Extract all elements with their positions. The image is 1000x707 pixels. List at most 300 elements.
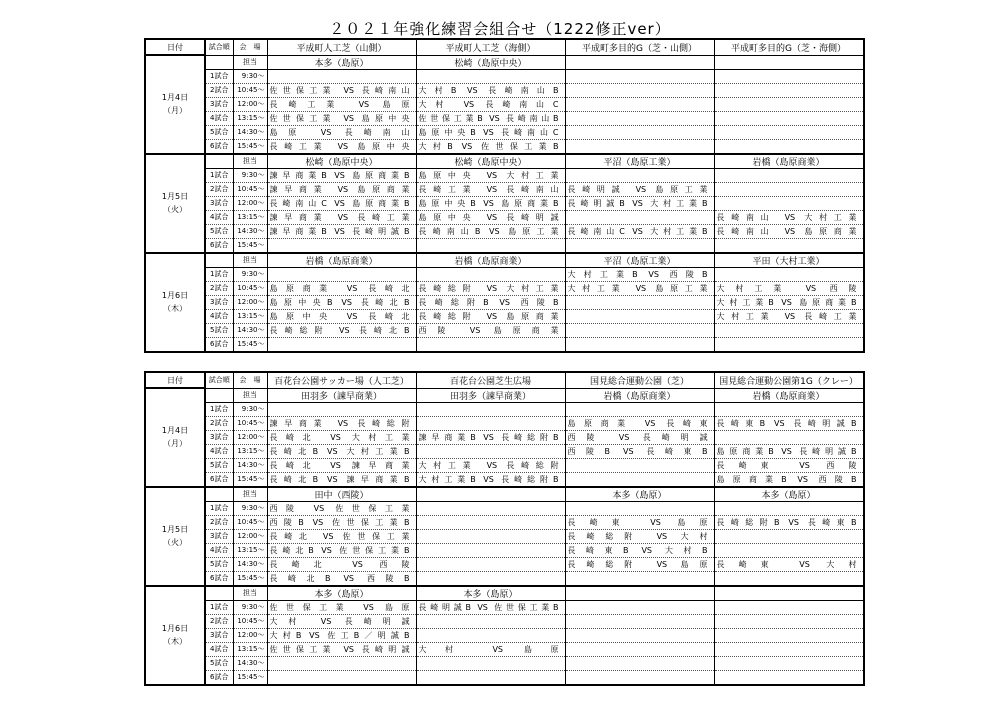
match-cell xyxy=(267,83,416,97)
match-cell xyxy=(416,111,565,125)
match-cell xyxy=(416,543,565,557)
game-number: 2試合 xyxy=(205,281,233,295)
match-text: 大村B VS 佐工B／明誠B xyxy=(269,630,410,640)
game-number: 4試合 xyxy=(205,111,233,125)
game-time: 10:45～ xyxy=(233,416,267,430)
venue-name: 百花台公園芝生広場 xyxy=(416,372,565,388)
match-cell xyxy=(267,168,416,182)
match-cell xyxy=(416,337,565,352)
game-number: 3試合 xyxy=(205,430,233,444)
match-text: 島原中央B VS 島原商業B xyxy=(418,198,559,208)
schedule-table-1 xyxy=(144,38,865,353)
game-time: 14:30～ xyxy=(233,557,267,571)
referee-label: 担当 xyxy=(233,487,267,502)
game-row xyxy=(145,656,864,670)
game-number: 6試合 xyxy=(205,670,233,685)
game-row xyxy=(145,309,864,323)
game-number: 4試合 xyxy=(205,444,233,458)
match-text: 長崎総附 VS 大村 xyxy=(567,531,708,541)
match-text: 西陵B VS 長崎東B xyxy=(567,446,708,456)
match-cell xyxy=(267,416,416,430)
date-cell xyxy=(145,586,205,685)
referee-name: 岩橋（島原商業） xyxy=(714,154,864,169)
game-time: 15:45～ xyxy=(233,238,267,253)
referee-label: 担当 xyxy=(233,586,267,601)
match-cell xyxy=(416,139,565,154)
match-cell xyxy=(565,337,714,352)
game-number: 4試合 xyxy=(205,210,233,224)
match-cell xyxy=(565,458,714,472)
match-cell xyxy=(267,600,416,614)
match-cell xyxy=(565,69,714,83)
game-row xyxy=(145,281,864,295)
date-label: 1月5日 xyxy=(161,192,189,201)
game-number: 5試合 xyxy=(205,323,233,337)
match-cell xyxy=(714,670,864,685)
match-text: 佐世保工業 VS 島原 xyxy=(269,602,410,612)
venue-name: 平成町多目的G（芝・海側） xyxy=(714,39,864,55)
game-time: 15:45～ xyxy=(233,571,267,586)
match-cell xyxy=(267,182,416,196)
match-cell xyxy=(565,323,714,337)
match-cell xyxy=(714,402,864,416)
match-cell xyxy=(565,444,714,458)
game-time: 9:30～ xyxy=(233,600,267,614)
match-text: 長崎東 VS 島原 xyxy=(567,517,708,527)
match-cell xyxy=(714,543,864,557)
game-row xyxy=(145,83,864,97)
match-text: 島原 VS 長崎南山 xyxy=(269,127,410,137)
match-cell xyxy=(565,267,714,281)
match-text: 島原中央B VS 長崎南山C xyxy=(418,127,559,137)
match-cell xyxy=(714,97,864,111)
game-row xyxy=(145,111,864,125)
match-cell xyxy=(714,501,864,515)
match-cell xyxy=(267,444,416,458)
match-cell xyxy=(714,111,864,125)
venue-name: 平成町人工芝（山側） xyxy=(267,39,416,55)
match-cell xyxy=(565,125,714,139)
referee-name: 本多（島原） xyxy=(267,55,416,69)
game-time: 10:45～ xyxy=(233,281,267,295)
game-time: 10:45～ xyxy=(233,83,267,97)
blank-cell xyxy=(205,154,233,169)
game-time: 15:45～ xyxy=(233,472,267,487)
game-row xyxy=(145,168,864,182)
game-row xyxy=(145,557,864,571)
match-text: 大村B VS 佐世保工業B xyxy=(418,141,559,151)
game-row xyxy=(145,543,864,557)
date-label: 1月6日 xyxy=(161,624,189,633)
match-cell xyxy=(565,224,714,238)
game-row xyxy=(145,139,864,154)
match-text: 長崎南山 VS 大村工業 xyxy=(716,212,857,222)
referee-label: 担当 xyxy=(233,55,267,69)
match-cell xyxy=(267,515,416,529)
weekday-label: （火） xyxy=(163,205,187,214)
match-cell xyxy=(565,543,714,557)
match-text: 長崎南山B VS 島原工業 xyxy=(418,226,559,236)
game-number: 3試合 xyxy=(205,295,233,309)
match-text: 大村工業B VS 島原商業B xyxy=(716,297,857,307)
match-cell xyxy=(565,515,714,529)
referee-name xyxy=(714,55,864,69)
referee-name: 松崎（島原中央） xyxy=(416,55,565,69)
match-cell xyxy=(714,267,864,281)
match-cell xyxy=(416,515,565,529)
game-number: 5試合 xyxy=(205,557,233,571)
game-time: 10:45～ xyxy=(233,515,267,529)
match-cell xyxy=(714,224,864,238)
match-cell xyxy=(714,337,864,352)
referee-name: 松崎（島原中央） xyxy=(267,154,416,169)
game-time: 14:30～ xyxy=(233,125,267,139)
game-time: 12:00～ xyxy=(233,628,267,642)
match-text: 大村工業 VS 長崎総附 xyxy=(418,460,559,470)
match-cell xyxy=(714,125,864,139)
match-cell xyxy=(714,69,864,83)
game-row xyxy=(145,238,864,253)
game-time: 14:30～ xyxy=(233,323,267,337)
match-cell xyxy=(416,430,565,444)
match-text: 島原商業B VS 長崎明誠B xyxy=(716,446,857,456)
match-text: 長崎東 VS 西陵 xyxy=(716,460,857,470)
referee-name: 田羽多（諫早商業） xyxy=(416,388,565,402)
match-cell xyxy=(267,295,416,309)
match-text: 長崎北 VS 西陵 xyxy=(269,559,410,569)
game-row xyxy=(145,295,864,309)
match-text: 長崎南山C VS 大村工業B xyxy=(567,226,708,236)
match-cell xyxy=(267,571,416,586)
match-text: 長崎工業 VS 島原 xyxy=(269,99,410,109)
match-cell xyxy=(714,571,864,586)
match-text: 島原中央B VS 長崎北B xyxy=(269,297,410,307)
match-cell xyxy=(714,281,864,295)
match-cell xyxy=(714,168,864,182)
game-number: 1試合 xyxy=(205,69,233,83)
match-cell xyxy=(714,656,864,670)
game-number: 1試合 xyxy=(205,501,233,515)
game-row xyxy=(145,472,864,487)
match-cell xyxy=(416,670,565,685)
date-label: 1月4日 xyxy=(161,426,189,436)
venue-label: 会 場 xyxy=(233,39,267,55)
date-cell xyxy=(145,253,205,352)
match-cell xyxy=(416,557,565,571)
match-text: 諫早商業 VS 長崎総附 xyxy=(269,418,410,428)
game-row xyxy=(145,337,864,352)
game-number: 2試合 xyxy=(205,614,233,628)
game-number: 1試合 xyxy=(205,267,233,281)
game-row xyxy=(145,670,864,685)
referee-name xyxy=(565,55,714,69)
match-text: 長崎北B VS 西陵B xyxy=(269,573,410,583)
game-time: 14:30～ xyxy=(233,656,267,670)
game-number: 4試合 xyxy=(205,543,233,557)
game-time: 12:00～ xyxy=(233,295,267,309)
referee-name: 岩橋（島原商業） xyxy=(565,388,714,402)
match-cell xyxy=(565,472,714,487)
match-text: 長崎北B VS 大村工業B xyxy=(269,446,410,456)
game-time: 13:15～ xyxy=(233,309,267,323)
game-row xyxy=(145,628,864,642)
match-cell xyxy=(267,238,416,253)
game-number: 3試合 xyxy=(205,529,233,543)
match-text: 長崎北B VS 佐世保工業B xyxy=(269,545,410,555)
match-cell xyxy=(416,267,565,281)
match-cell xyxy=(565,238,714,253)
game-row xyxy=(145,529,864,543)
game-number: 5試合 xyxy=(205,458,233,472)
game-time: 10:45～ xyxy=(233,614,267,628)
match-text: 長崎明誠B VS 大村工業B xyxy=(567,198,708,208)
match-cell xyxy=(565,402,714,416)
match-cell xyxy=(565,111,714,125)
referee-label: 担当 xyxy=(233,388,267,402)
match-text: 島原商業B VS 西陵B xyxy=(716,474,857,484)
game-time: 12:00～ xyxy=(233,529,267,543)
game-row xyxy=(145,69,864,83)
match-cell xyxy=(565,182,714,196)
match-text: 長崎総附B VS 西陵B xyxy=(418,297,559,307)
match-text: 長崎工業 VS 長崎南山 xyxy=(418,184,559,194)
weekday-label: （木） xyxy=(163,637,187,646)
game-number: 2試合 xyxy=(205,182,233,196)
match-cell xyxy=(714,614,864,628)
match-cell xyxy=(565,600,714,614)
match-cell xyxy=(565,168,714,182)
referee-name: 岩橋（島原商業） xyxy=(714,388,864,402)
referee-name: 岩橋（島原商業） xyxy=(416,253,565,268)
game-number: 4試合 xyxy=(205,642,233,656)
game-time: 9:30～ xyxy=(233,402,267,416)
date-label: 1月5日 xyxy=(161,525,189,534)
match-cell xyxy=(714,642,864,656)
game-number: 6試合 xyxy=(205,571,233,586)
referee-name: 田中（西陵） xyxy=(267,487,416,502)
match-cell xyxy=(267,614,416,628)
referee-name: 岩橋（島原商業） xyxy=(267,253,416,268)
game-time: 13:15～ xyxy=(233,642,267,656)
match-cell xyxy=(267,543,416,557)
match-text: 島原商業 VS 長崎東 xyxy=(567,418,708,428)
date-header: 日付 xyxy=(145,372,205,388)
match-text: 大村工業 VS 島原工業 xyxy=(567,283,708,293)
game-order-header: 試合順 xyxy=(205,39,233,55)
referee-name xyxy=(416,487,565,502)
game-time: 15:45～ xyxy=(233,337,267,352)
game-number: 1試合 xyxy=(205,600,233,614)
referee-name: 平沼（島原工業） xyxy=(565,154,714,169)
match-cell xyxy=(267,529,416,543)
date-label: 1月4日 xyxy=(161,93,189,103)
game-time: 9:30～ xyxy=(233,501,267,515)
game-row xyxy=(145,642,864,656)
match-cell xyxy=(714,238,864,253)
match-cell xyxy=(267,111,416,125)
game-number: 2試合 xyxy=(205,83,233,97)
match-cell xyxy=(267,501,416,515)
match-cell xyxy=(416,642,565,656)
referee-label: 担当 xyxy=(233,253,267,268)
match-cell xyxy=(416,656,565,670)
venue-name: 百花台公園サッカー場（人工芝） xyxy=(267,372,416,388)
match-text: 島原商業 VS 長崎北 xyxy=(269,283,410,293)
match-text: 長崎北 VS 大村工業 xyxy=(269,432,410,442)
game-time: 14:30～ xyxy=(233,224,267,238)
match-text: 西陵 VS 島原商業 xyxy=(418,325,559,335)
game-number: 6試合 xyxy=(205,139,233,154)
match-cell xyxy=(267,557,416,571)
blank-cell xyxy=(205,388,233,402)
match-cell xyxy=(416,224,565,238)
game-row xyxy=(145,210,864,224)
venue-name: 平成町人工芝（海側） xyxy=(416,39,565,55)
match-cell xyxy=(565,656,714,670)
referee-name: 本多（島原） xyxy=(416,586,565,601)
match-text: 佐世保工業 VS 島原中央 xyxy=(269,113,410,123)
date-cell xyxy=(145,154,205,253)
referee-name: 本多（島原） xyxy=(565,487,714,502)
match-cell xyxy=(416,402,565,416)
match-cell xyxy=(267,210,416,224)
match-text: 長崎北 VS 諫早商業 xyxy=(269,460,410,470)
game-row xyxy=(145,402,864,416)
game-row xyxy=(145,444,864,458)
game-row xyxy=(145,571,864,586)
match-cell xyxy=(267,69,416,83)
game-number: 2試合 xyxy=(205,515,233,529)
match-cell xyxy=(714,295,864,309)
game-row xyxy=(145,97,864,111)
match-cell xyxy=(267,309,416,323)
match-cell xyxy=(416,309,565,323)
game-number: 5試合 xyxy=(205,125,233,139)
match-cell xyxy=(267,224,416,238)
game-number: 6試合 xyxy=(205,337,233,352)
match-text: 長崎明誠 VS 島原工業 xyxy=(567,184,708,194)
game-time: 10:45～ xyxy=(233,182,267,196)
match-cell xyxy=(565,295,714,309)
venue-name: 国見総合運動公園第1G（クレー） xyxy=(714,372,864,388)
referee-name: 平田（大村工業） xyxy=(714,253,864,268)
game-number: 6試合 xyxy=(205,472,233,487)
blank-cell xyxy=(205,55,233,69)
match-cell xyxy=(714,210,864,224)
match-text: 長崎工業 VS 島原中央 xyxy=(269,141,410,151)
match-cell xyxy=(267,472,416,487)
match-cell xyxy=(267,402,416,416)
game-row xyxy=(145,323,864,337)
match-cell xyxy=(714,444,864,458)
game-row xyxy=(145,515,864,529)
match-cell xyxy=(416,323,565,337)
match-text: 長崎総附 VS 長崎北B xyxy=(269,325,410,335)
match-text: 大村 VS 島原 xyxy=(418,644,559,654)
referee-label: 担当 xyxy=(233,154,267,169)
match-cell xyxy=(416,125,565,139)
game-row xyxy=(145,501,864,515)
game-time: 13:15～ xyxy=(233,210,267,224)
match-text: 長崎明誠B VS 佐世保工業B xyxy=(418,602,559,612)
match-text: 大村工業 VS 長崎工業 xyxy=(716,311,857,321)
match-text: 諫早商業B VS 長崎明誠B xyxy=(269,226,410,236)
match-cell xyxy=(416,628,565,642)
game-row xyxy=(145,416,864,430)
match-cell xyxy=(416,444,565,458)
match-text: 佐世保工業 VS 長崎南山 xyxy=(269,85,410,95)
match-text: 大村 VS 長崎明誠 xyxy=(269,616,410,626)
match-cell xyxy=(416,571,565,586)
match-cell xyxy=(267,125,416,139)
match-cell xyxy=(416,83,565,97)
match-text: 諫早商業B VS 島原商業B xyxy=(269,170,410,180)
match-cell xyxy=(714,600,864,614)
match-cell xyxy=(714,557,864,571)
venue-name: 平成町多目的G（芝・山側） xyxy=(565,39,714,55)
match-text: 佐世保工業B VS 長崎南山B xyxy=(418,113,559,123)
match-text: 島原中央 VS 長崎北 xyxy=(269,311,410,321)
match-cell xyxy=(714,83,864,97)
match-cell xyxy=(267,337,416,352)
match-cell xyxy=(416,168,565,182)
match-cell xyxy=(267,670,416,685)
referee-name: 松崎（島原中央） xyxy=(416,154,565,169)
match-cell xyxy=(416,472,565,487)
match-cell xyxy=(565,281,714,295)
match-text: 諫早商業 VS 島原商業 xyxy=(269,184,410,194)
game-time: 13:15～ xyxy=(233,543,267,557)
game-row xyxy=(145,182,864,196)
weekday-label: （火） xyxy=(163,538,187,547)
match-cell xyxy=(267,97,416,111)
referee-name xyxy=(565,586,714,601)
match-cell xyxy=(416,501,565,515)
referee-name: 田羽多（諫早商業） xyxy=(267,388,416,402)
match-cell xyxy=(565,529,714,543)
match-cell xyxy=(714,139,864,154)
match-text: 西陵 VS 長崎明誠 xyxy=(567,432,708,442)
match-cell xyxy=(565,139,714,154)
match-cell xyxy=(267,139,416,154)
game-time: 13:15～ xyxy=(233,444,267,458)
match-cell xyxy=(714,472,864,487)
weekday-label: （月） xyxy=(163,106,187,116)
match-text: 長崎東 VS 大村 xyxy=(716,559,857,569)
weekday-label: （月） xyxy=(163,439,187,449)
match-text: 長崎総附 VS 島原 xyxy=(567,559,708,569)
game-row xyxy=(145,430,864,444)
match-text: 長崎東B VS 大村B xyxy=(567,545,708,555)
match-text: 諫早商業 VS 長崎工業 xyxy=(269,212,410,222)
page-title: ２０２１年強化練習会組合せ（1222修正ver） xyxy=(329,20,671,38)
match-text: 大村B VS 長崎南山B xyxy=(418,85,559,95)
match-cell xyxy=(416,196,565,210)
match-cell xyxy=(267,628,416,642)
match-cell xyxy=(714,309,864,323)
match-cell xyxy=(565,196,714,210)
date-header: 日付 xyxy=(145,39,205,55)
game-number: 5試合 xyxy=(205,656,233,670)
game-number: 5試合 xyxy=(205,224,233,238)
match-cell xyxy=(565,614,714,628)
date-cell xyxy=(145,388,205,487)
match-text: 長崎東B VS 長崎明誠B xyxy=(716,418,857,428)
match-cell xyxy=(565,309,714,323)
match-cell xyxy=(267,267,416,281)
match-cell xyxy=(267,430,416,444)
match-cell xyxy=(416,238,565,253)
